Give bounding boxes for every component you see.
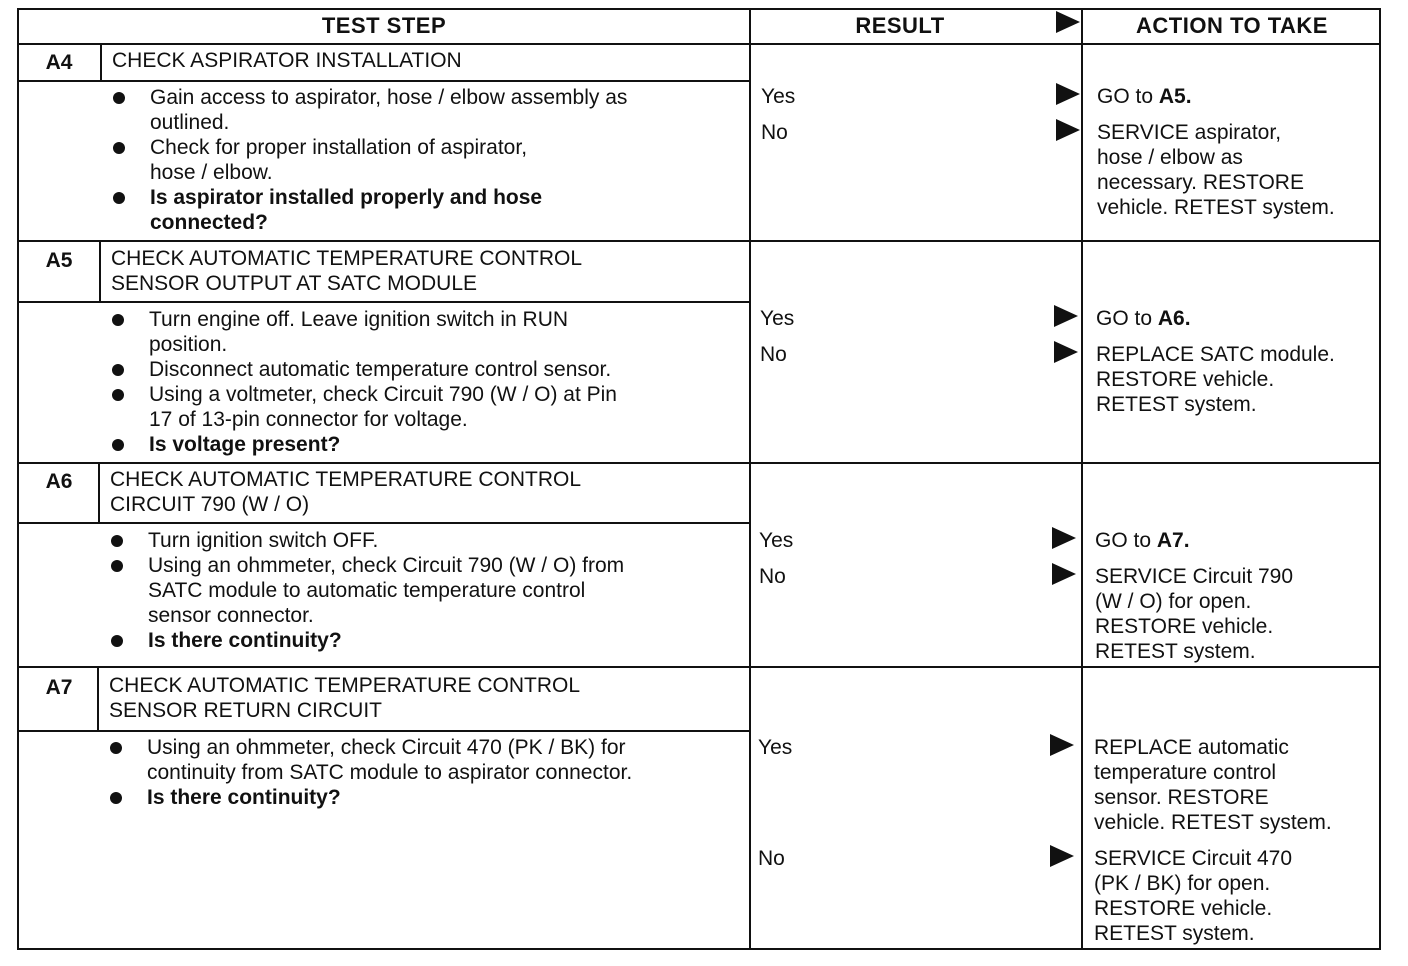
arrow-right-icon — [1052, 563, 1076, 585]
instruction-line: SATC module to automatic temperature control — [148, 579, 586, 602]
step-id-divider — [99, 240, 101, 301]
action-text — [1097, 120, 1335, 220]
action-text — [1096, 306, 1191, 331]
step-title-line: CIRCUIT 790 (W / O) — [110, 493, 310, 516]
step-id: A7 — [45, 676, 73, 699]
action-line: (PK / BK) for open. — [1094, 872, 1271, 895]
action-goto — [1097, 84, 1192, 109]
result-yes: Yes — [760, 307, 795, 330]
bullet-dot-icon — [112, 439, 124, 451]
table-bottom-border — [17, 948, 1381, 950]
instruction-line: sensor connector. — [148, 604, 314, 627]
action-goto-target: A6. — [1157, 307, 1191, 330]
step-id-divider — [100, 43, 102, 80]
action-line: necessary. RESTORE — [1097, 171, 1304, 194]
instruction-line: Is there continuity? — [148, 629, 342, 652]
bullet-dot-icon — [111, 560, 123, 572]
action-text — [1095, 564, 1293, 664]
result-column-left-border — [749, 8, 751, 950]
step-title-line: CHECK ASPIRATOR INSTALLATION — [112, 49, 462, 72]
table-right-border — [1379, 8, 1381, 950]
step-title-bottom-line — [17, 80, 750, 82]
instruction-line: Gain access to aspirator, hose / elbow assembly as — [150, 86, 628, 109]
table-top-border — [17, 8, 1381, 10]
instruction-line: hose / elbow. — [150, 161, 273, 184]
arrow-right-icon — [1056, 119, 1080, 141]
step-question — [147, 785, 341, 810]
arrow-right-icon — [1050, 734, 1074, 756]
action-goto — [1096, 306, 1191, 331]
action-goto-prefix: GO to — [1096, 307, 1158, 330]
instruction-line: Disconnect automatic temperature control sensor. — [149, 358, 612, 381]
header-test-step: TEST STEP — [321, 13, 447, 38]
header-bottom-border — [17, 43, 1381, 45]
action-line: RESTORE vehicle. — [1094, 897, 1273, 920]
header-action: ACTION TO TAKE — [1136, 13, 1328, 38]
step-title-line: CHECK AUTOMATIC TEMPERATURE CONTROL — [109, 674, 580, 697]
step-title-line: SENSOR RETURN CIRCUIT — [109, 699, 383, 722]
action-column-left-border — [1081, 8, 1083, 950]
instruction-line: outlined. — [150, 111, 230, 134]
instruction-line: continuity from SATC module to aspirator connector. — [147, 761, 633, 784]
step-instruction — [149, 357, 611, 382]
arrow-right-icon — [1052, 527, 1076, 549]
action-line: REPLACE SATC module. — [1096, 343, 1335, 366]
action-goto — [1095, 528, 1190, 553]
result-no: No — [759, 565, 786, 588]
action-goto-target: A5. — [1158, 85, 1192, 108]
step-question — [150, 185, 542, 235]
instruction-line: connected? — [150, 211, 268, 234]
bullet-dot-icon — [110, 792, 122, 804]
action-line: REPLACE automatic — [1094, 736, 1289, 759]
action-line: SERVICE aspirator, — [1097, 121, 1282, 144]
instruction-line: Is there continuity? — [147, 786, 341, 809]
action-text — [1094, 846, 1292, 946]
bullet-dot-icon — [110, 742, 122, 754]
bullet-dot-icon — [112, 364, 124, 376]
action-line: RESTORE vehicle. — [1096, 368, 1275, 391]
instruction-line: 17 of 13-pin connector for voltage. — [149, 408, 468, 431]
instruction-line: Using an ohmmeter, check Circuit 470 (PK / BK) for — [147, 736, 626, 759]
action-text — [1096, 342, 1335, 417]
step-instruction — [147, 735, 632, 785]
action-text — [1095, 528, 1190, 553]
step-instruction — [150, 135, 527, 185]
bullet-dot-icon — [113, 142, 125, 154]
step-title — [109, 673, 580, 723]
bullet-dot-icon — [113, 92, 125, 104]
step-instruction — [148, 528, 378, 553]
header-arrow-icon — [1056, 11, 1080, 33]
step-question — [148, 628, 342, 653]
instruction-line: Turn ignition switch OFF. — [148, 529, 379, 552]
action-line: hose / elbow as — [1097, 146, 1243, 169]
action-line: RETEST system. — [1096, 393, 1257, 416]
instruction-line: Using a voltmeter, check Circuit 790 (W / O) at Pin — [149, 383, 617, 406]
action-line: SERVICE Circuit 470 — [1094, 847, 1293, 870]
step-title — [112, 48, 462, 73]
result-no: No — [761, 121, 788, 144]
action-line: RESTORE vehicle. — [1095, 615, 1274, 638]
instruction-line: Turn engine off. Leave ignition switch in RUN — [149, 308, 569, 331]
header-result: RESULT — [855, 13, 945, 38]
action-line: vehicle. RETEST system. — [1097, 196, 1335, 219]
step-title-line: CHECK AUTOMATIC TEMPERATURE CONTROL — [110, 468, 581, 491]
arrow-right-icon — [1054, 341, 1078, 363]
result-no: No — [758, 847, 785, 870]
action-goto-prefix: GO to — [1095, 529, 1157, 552]
bullet-dot-icon — [111, 635, 123, 647]
step-title-line: SENSOR OUTPUT AT SATC MODULE — [111, 272, 478, 295]
step-id: A5 — [45, 249, 73, 272]
action-line: temperature control — [1094, 761, 1277, 784]
arrow-right-icon — [1050, 845, 1074, 867]
action-line: vehicle. RETEST system. — [1094, 811, 1332, 834]
step-instruction — [150, 85, 627, 135]
action-line: SERVICE Circuit 790 — [1095, 565, 1294, 588]
instruction-line: Is voltage present? — [149, 433, 341, 456]
bullet-dot-icon — [112, 314, 124, 326]
instruction-line: Using an ohmmeter, check Circuit 790 (W / O) from — [148, 554, 625, 577]
step-instruction — [149, 382, 617, 432]
action-goto-target: A7. — [1156, 529, 1190, 552]
action-line: RETEST system. — [1094, 922, 1255, 945]
arrow-right-icon — [1056, 83, 1080, 105]
bullet-dot-icon — [112, 389, 124, 401]
step-title-bottom-line — [17, 730, 750, 732]
step-title-line: CHECK AUTOMATIC TEMPERATURE CONTROL — [111, 247, 582, 270]
step-title — [111, 246, 582, 296]
action-text — [1097, 84, 1192, 109]
step-title-bottom-line — [17, 301, 750, 303]
result-yes: Yes — [758, 736, 793, 759]
action-line: sensor. RESTORE — [1094, 786, 1269, 809]
bullet-dot-icon — [111, 535, 123, 547]
step-title-bottom-line — [17, 522, 750, 524]
instruction-line: Is aspirator installed properly and hose — [150, 186, 543, 209]
instruction-line: Check for proper installation of aspirator, — [150, 136, 528, 159]
bullet-dot-icon — [113, 192, 125, 204]
result-no: No — [760, 343, 787, 366]
step-divider — [17, 240, 1381, 242]
step-divider — [17, 462, 1381, 464]
step-title — [110, 467, 581, 517]
arrow-right-icon — [1054, 305, 1078, 327]
result-yes: Yes — [761, 85, 796, 108]
instruction-line: position. — [149, 333, 228, 356]
action-text — [1094, 735, 1332, 835]
step-question — [149, 432, 340, 457]
step-instruction — [149, 307, 568, 357]
step-divider — [17, 666, 1381, 668]
step-instruction — [148, 553, 624, 628]
action-line: (W / O) for open. — [1095, 590, 1252, 613]
result-yes: Yes — [759, 529, 794, 552]
action-goto-prefix: GO to — [1097, 85, 1159, 108]
step-id: A6 — [45, 470, 73, 493]
action-line: RETEST system. — [1095, 640, 1256, 663]
step-id: A4 — [45, 51, 73, 74]
